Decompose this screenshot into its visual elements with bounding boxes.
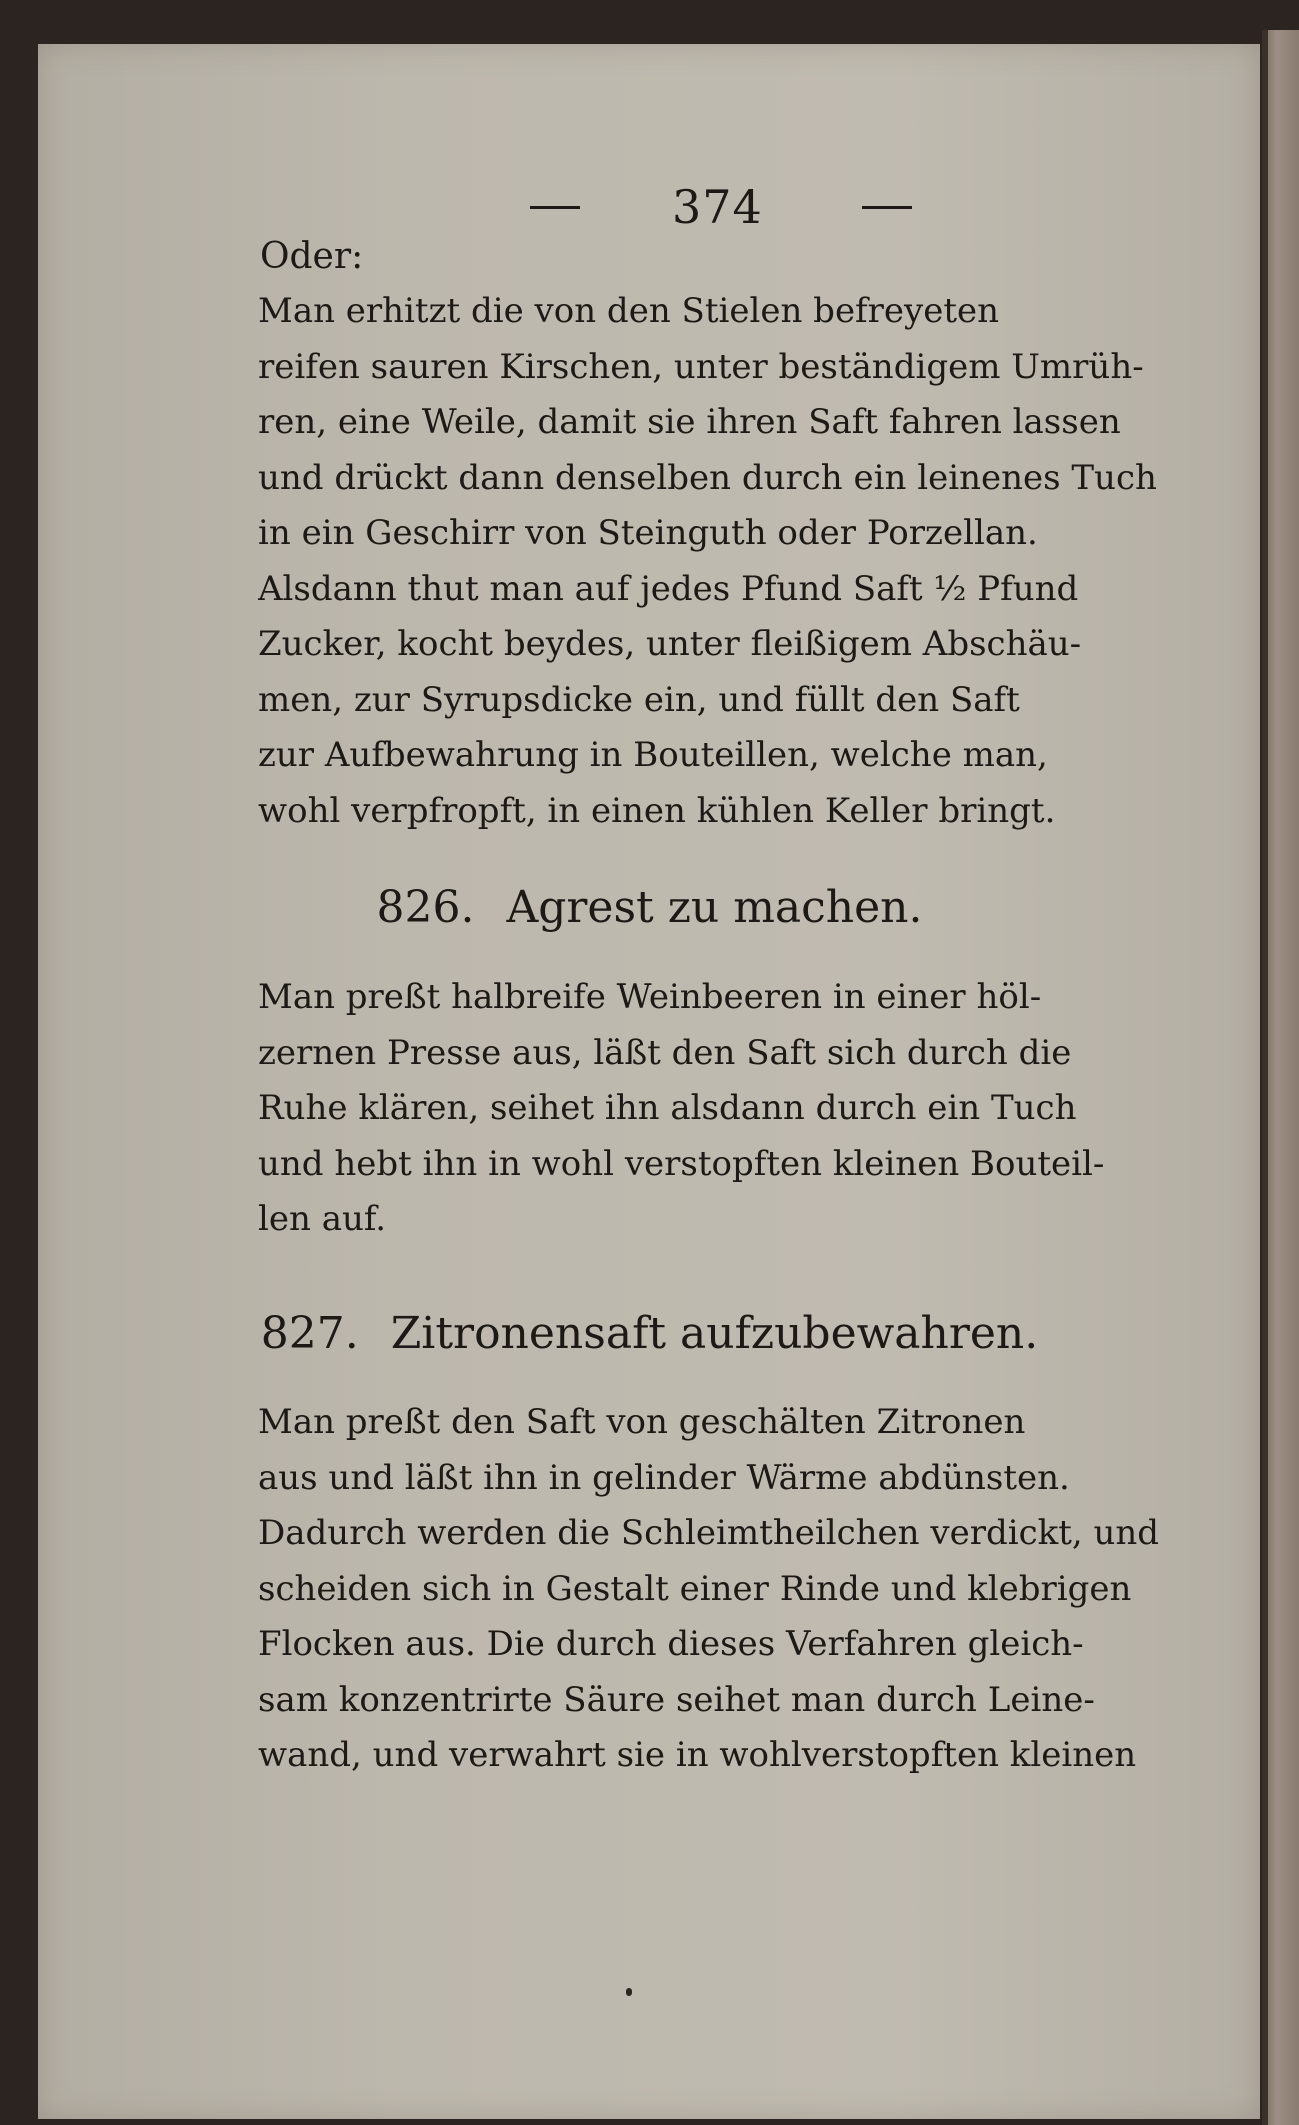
- text-line: sam konzentrirte Säure seihet man durch Leine-: [258, 1679, 1095, 1720]
- text-line: und drückt dann denselben durch ein leinenes Tuch: [258, 457, 1157, 498]
- text-line: wand, und verwahrt sie in wohlverstopften kleinen: [258, 1735, 1137, 1775]
- header-dash-right: [862, 206, 912, 209]
- paragraph-3: [258, 1395, 1188, 1784]
- text-line: Dadurch werden die Schleimtheilchen verdickt, und: [258, 1513, 1160, 1553]
- paragraph-2: [258, 970, 1188, 1248]
- text-line: ren, eine Weile, damit sie ihren Saft fahren lassen: [258, 402, 1121, 442]
- ink-speck: [626, 1988, 632, 1996]
- text-line: wohl verpfropft, in einen kühlen Keller bringt.: [258, 790, 1056, 831]
- heading-number: 826.: [376, 882, 475, 933]
- text-line: men, zur Syrupsdicke ein, und füllt den Saft: [258, 679, 1020, 720]
- text-line: Man preßt den Saft von geschälten Zitronen: [258, 1402, 1026, 1442]
- text-line: zernen Presse aus, läßt den Saft sich durch die: [258, 1032, 1072, 1073]
- heading-title: Agrest zu machen.: [506, 882, 923, 933]
- text-line: zur Aufbewahrung in Bouteillen, welche man,: [258, 735, 1048, 775]
- binding-shadow: [1262, 30, 1268, 2125]
- intro-label: Oder:: [260, 236, 364, 277]
- text-line: Flocken aus. Die durch dieses Verfahren gleich-: [258, 1624, 1084, 1664]
- text-line: len auf.: [258, 1199, 387, 1239]
- text-line: scheiden sich in Gestalt einer Rinde und klebrigen: [258, 1568, 1132, 1609]
- text-line: in ein Geschirr von Steinguth oder Porzellan.: [258, 513, 1038, 553]
- text-line: Alsdann thut man auf jedes Pfund Saft ½ Pfund: [258, 568, 1079, 609]
- heading-number: 827.: [260, 1308, 359, 1359]
- section-heading-826: [0, 882, 1299, 933]
- section-heading-827: [0, 1308, 1299, 1359]
- header-dash-left: [530, 206, 580, 209]
- text-line: Man erhitzt die von den Stielen befreyeten: [258, 291, 1000, 331]
- page-number: 374: [672, 180, 763, 234]
- text-line: reifen sauren Kirschen, unter beständigem Umrüh-: [258, 346, 1144, 387]
- heading-title: Zitronensaft aufzubewahren.: [390, 1308, 1039, 1359]
- text-line: aus und läßt ihn in gelinder Wärme abdünsten.: [258, 1457, 1070, 1498]
- text-line: Man preßt halbreife Weinbeeren in einer höl-: [258, 977, 1042, 1017]
- text-line: Ruhe klären, seihet ihn alsdann durch ein Tuch: [258, 1088, 1077, 1128]
- text-line: und hebt ihn in wohl verstopften kleinen Bouteil-: [258, 1143, 1105, 1184]
- paragraph-1: [258, 284, 1188, 839]
- text-line: Zucker, kocht beydes, unter fleißigem Abschäu-: [258, 624, 1082, 664]
